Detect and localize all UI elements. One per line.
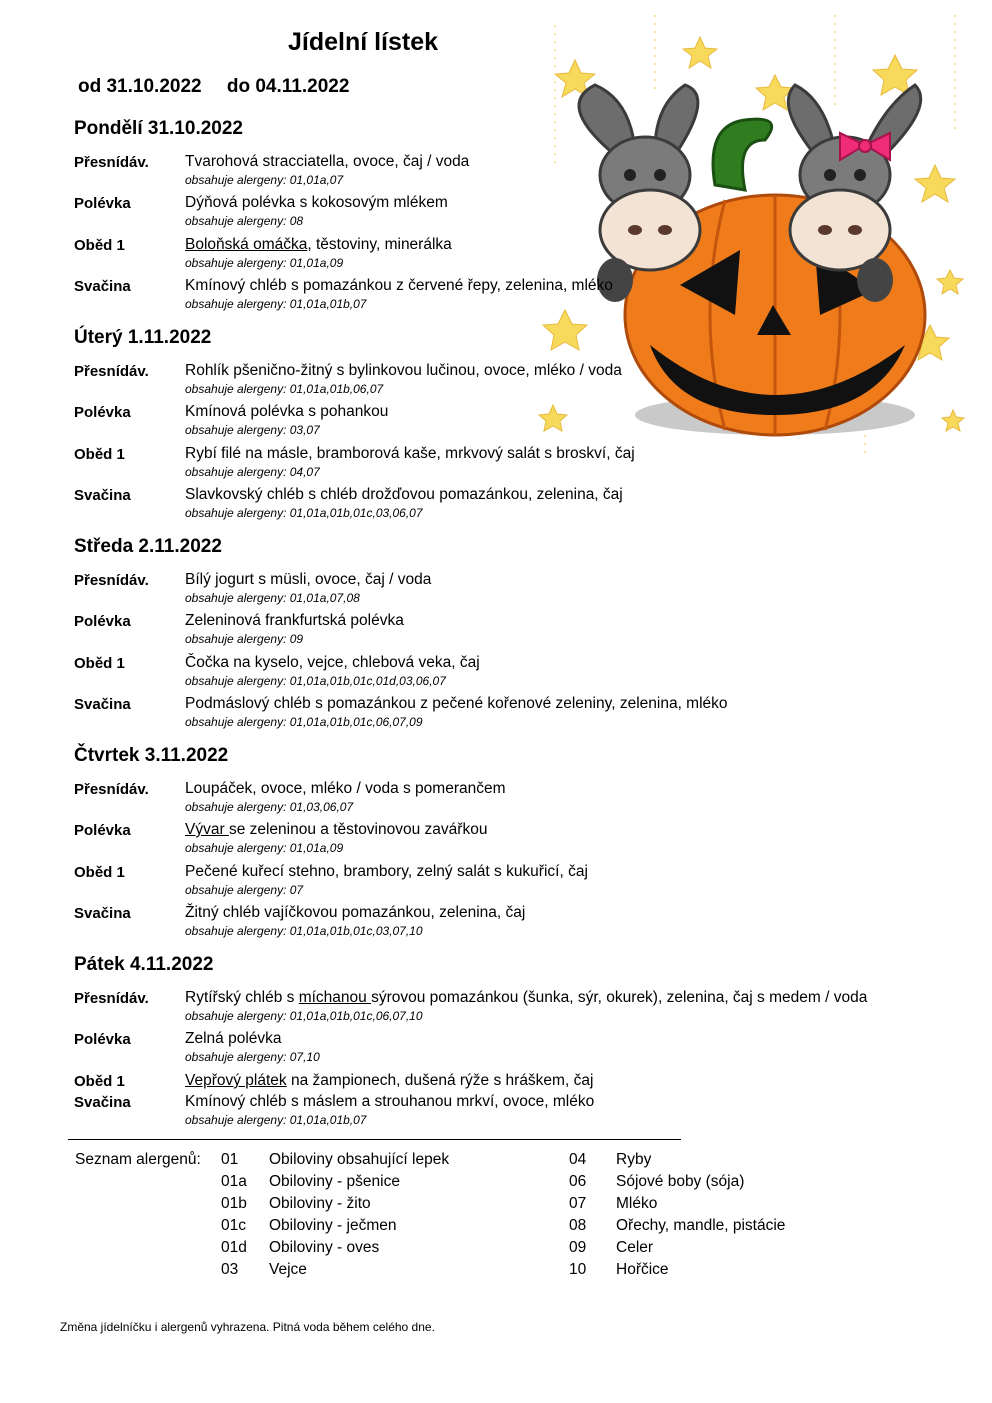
meal-allergens: obsahuje alergeny: 01,01a,01b,07 xyxy=(185,1113,367,1127)
meal-text-post: na žampionech, dušená rýže s hráškem, čaj xyxy=(286,1072,594,1089)
meal-allergens: obsahuje alergeny: 01,03,06,07 xyxy=(185,800,354,814)
meal-text-post: , těstoviny, minerálka xyxy=(307,236,452,253)
meal-text-post: Podmáslový chléb s pomazánkou z pečené kořenové zeleniny, zelenina, mléko xyxy=(185,695,728,712)
meal-description xyxy=(185,695,728,713)
allergen-code: 01 xyxy=(221,1151,239,1168)
allergen-name: Obiloviny - pšenice xyxy=(269,1173,400,1190)
allergen-name: Obiloviny obsahující lepek xyxy=(269,1151,450,1168)
meal-label: Svačina xyxy=(74,696,131,713)
meal-label: Polévka xyxy=(74,613,131,630)
meal-label: Přesnídáv. xyxy=(74,154,149,171)
star-icon xyxy=(543,310,587,350)
day-title: Úterý 1.11.2022 xyxy=(74,327,212,348)
allergen-name: Hořčice xyxy=(616,1261,669,1278)
allergen-name: Obiloviny - oves xyxy=(269,1239,380,1256)
meal-label: Svačina xyxy=(74,905,131,922)
divider xyxy=(68,1139,681,1140)
allergen-name: Ořechy, mandle, pistácie xyxy=(616,1217,786,1234)
meal-allergens: obsahuje alergeny: 01,01a,09 xyxy=(185,256,344,270)
meal-text-post: Loupáček, ovoce, mléko / voda s pomerančem xyxy=(185,780,506,797)
page-title: Jídelní lístek xyxy=(287,28,439,56)
meal-label: Polévka xyxy=(74,1031,131,1048)
meal-text-post: Bílý jogurt s müsli, ovoce, čaj / voda xyxy=(185,571,432,588)
allergen-code: 08 xyxy=(569,1217,587,1234)
meal-description xyxy=(185,780,506,798)
meal-description xyxy=(185,277,613,295)
meal-text-post: Kmínový chléb s pomazánkou z červené řepy, zelenina, mléko xyxy=(185,277,613,294)
meal-text-post: se zeleninou a těstovinovou zavářkou xyxy=(228,821,488,838)
meal-label: Polévka xyxy=(74,404,131,421)
meal-label: Svačina xyxy=(74,487,131,504)
allergen-code: 10 xyxy=(569,1261,587,1278)
allergen-code: 07 xyxy=(569,1195,587,1212)
meal-description xyxy=(185,989,867,1007)
meal-description xyxy=(185,612,404,630)
day-title: Pondělí 31.10.2022 xyxy=(74,118,243,139)
meal-allergens: obsahuje alergeny: 01,01a,01b,01c,03,07,10 xyxy=(185,924,423,938)
allergen-code: 06 xyxy=(569,1173,587,1190)
meal-description xyxy=(185,362,622,380)
meal-text-underlined: Vepřový plátek xyxy=(185,1072,287,1089)
meal-text-post: Pečené kuřecí stehno, brambory, zelný salát s kukuřicí, čaj xyxy=(185,863,588,880)
meal-label: Svačina xyxy=(74,1094,131,1111)
star-icon xyxy=(683,37,717,68)
meal-allergens: obsahuje alergeny: 03,07 xyxy=(185,423,320,437)
meal-description xyxy=(185,486,623,504)
star-icon xyxy=(942,410,964,431)
allergen-name: Ryby xyxy=(616,1151,652,1168)
meal-text-post: Zeleninová frankfurtská polévka xyxy=(185,612,404,629)
allergen-code: 09 xyxy=(569,1239,587,1256)
meal-allergens: obsahuje alergeny: 04,07 xyxy=(185,465,320,479)
meal-description xyxy=(185,403,388,421)
meal-allergens: obsahuje alergeny: 01,01a,07,08 xyxy=(185,591,360,605)
meal-text-post: Tvarohová stracciatella, ovoce, čaj / voda xyxy=(185,153,470,170)
allergen-name: Obiloviny - žito xyxy=(269,1195,371,1212)
meal-text-pre: Rytířský chléb s xyxy=(185,989,299,1006)
allergen-code: 01a xyxy=(221,1173,247,1190)
meal-description xyxy=(185,445,635,463)
allergen-list-heading: Seznam alergenů: xyxy=(75,1151,201,1168)
meal-description xyxy=(185,863,588,881)
meal-text-post: Žitný chléb vajíčkovou pomazánkou, zelenina, čaj xyxy=(185,904,526,921)
meal-label: Oběd 1 xyxy=(74,1073,125,1090)
day-title: Středa 2.11.2022 xyxy=(74,536,222,557)
meal-text-underlined: Vývar xyxy=(185,821,229,838)
meal-label: Polévka xyxy=(74,822,131,839)
date-from: od 31.10.2022 xyxy=(78,76,202,97)
meal-label: Polévka xyxy=(74,195,131,212)
meal-label: Svačina xyxy=(74,278,131,295)
meal-allergens: obsahuje alergeny: 01,01a,01b,01c,01d,03,06,07 xyxy=(185,674,446,688)
meal-allergens: obsahuje alergeny: 08 xyxy=(185,214,304,228)
meal-text-post: Kmínový chléb s máslem a strouhanou mrkví, ovoce, mléko xyxy=(185,1093,595,1110)
meal-allergens: obsahuje alergeny: 01,01a,01b,06,07 xyxy=(185,382,384,396)
allergen-name: Vejce xyxy=(269,1261,307,1278)
meal-label: Oběd 1 xyxy=(74,237,125,254)
halloween-pumpkin-illustration xyxy=(535,15,975,460)
meal-label: Oběd 1 xyxy=(74,446,125,463)
allergen-code: 01b xyxy=(221,1195,247,1212)
meal-allergens: obsahuje alergeny: 01,01a,01b,01c,06,07,09 xyxy=(185,715,423,729)
allergen-code: 04 xyxy=(569,1151,587,1168)
star-icon xyxy=(915,165,955,202)
meal-allergens: obsahuje alergeny: 01,01a,01b,01c,06,07,10 xyxy=(185,1009,423,1023)
meal-label: Přesnídáv. xyxy=(74,990,149,1007)
day-title: Pátek 4.11.2022 xyxy=(74,954,214,975)
meal-description xyxy=(185,153,469,171)
meal-text-post: Slavkovský chléb s chléb drožďovou pomazánkou, zelenina, čaj xyxy=(185,486,623,503)
meal-text-post: Dýňová polévka s kokosovým mlékem xyxy=(185,194,448,211)
allergen-name: Sójové boby (sója) xyxy=(616,1173,745,1190)
allergen-code: 03 xyxy=(221,1261,239,1278)
meal-description xyxy=(185,1093,594,1111)
meal-allergens: obsahuje alergeny: 01,01a,01b,07 xyxy=(185,297,367,311)
meal-allergens: obsahuje alergeny: 01,01a,07 xyxy=(185,173,344,187)
meal-label: Přesnídáv. xyxy=(74,781,149,798)
meal-description xyxy=(185,194,448,212)
meal-text-post: Kmínová polévka s pohankou xyxy=(185,403,389,420)
pumpkin-stem xyxy=(713,119,772,190)
meal-description xyxy=(185,654,480,672)
meal-allergens: obsahuje alergeny: 07 xyxy=(185,883,304,897)
meal-description xyxy=(185,236,452,254)
star-icon xyxy=(937,270,963,294)
allergen-code: 01d xyxy=(221,1239,247,1256)
meal-label: Přesnídáv. xyxy=(74,572,149,589)
meal-description xyxy=(185,821,487,839)
meal-allergens: obsahuje alergeny: 09 xyxy=(185,632,304,646)
star-icon xyxy=(539,405,567,431)
meal-allergens: obsahuje alergeny: 01,01a,09 xyxy=(185,841,344,855)
meal-text-underlined: Boloňská omáčka xyxy=(185,236,308,253)
meal-allergens: obsahuje alergeny: 01,01a,01b,01c,03,06,07 xyxy=(185,506,423,520)
meal-text-post: Rybí filé na másle, bramborová kaše, mrkvový salát s broskví, čaj xyxy=(185,445,635,462)
meal-description xyxy=(185,1030,282,1048)
meal-label: Oběd 1 xyxy=(74,655,125,672)
meal-description xyxy=(185,1072,593,1090)
allergen-name: Celer xyxy=(616,1239,654,1256)
meal-description xyxy=(185,571,431,589)
meal-label: Oběd 1 xyxy=(74,864,125,881)
meal-label: Přesnídáv. xyxy=(74,363,149,380)
meal-text-post: Zelná polévka xyxy=(185,1030,282,1047)
meal-description xyxy=(185,904,525,922)
meal-allergens: obsahuje alergeny: 07,10 xyxy=(185,1050,320,1064)
footnote: Změna jídelníčku i alergenů vyhrazena. Pitná voda během celého dne. xyxy=(60,1320,435,1334)
date-range xyxy=(78,76,369,98)
meal-text-post: Rohlík pšenično-žitný s bylinkovou lučinou, ovoce, mléko / voda xyxy=(185,362,622,379)
meal-text-underlined: míchanou xyxy=(298,989,372,1006)
date-to: do 04.11.2022 xyxy=(226,76,350,97)
allergen-name: Mléko xyxy=(616,1195,658,1212)
meal-text-post: sýrovou pomazánkou (šunka, sýr, okurek), zelenina, čaj s medem / voda xyxy=(371,989,868,1006)
allergen-code: 01c xyxy=(221,1217,246,1234)
meal-text-post: Čočka na kyselo, vejce, chlebová veka, čaj xyxy=(185,654,480,671)
day-title: Čtvrtek 3.11.2022 xyxy=(74,745,229,766)
allergen-name: Obiloviny - ječmen xyxy=(269,1217,397,1234)
